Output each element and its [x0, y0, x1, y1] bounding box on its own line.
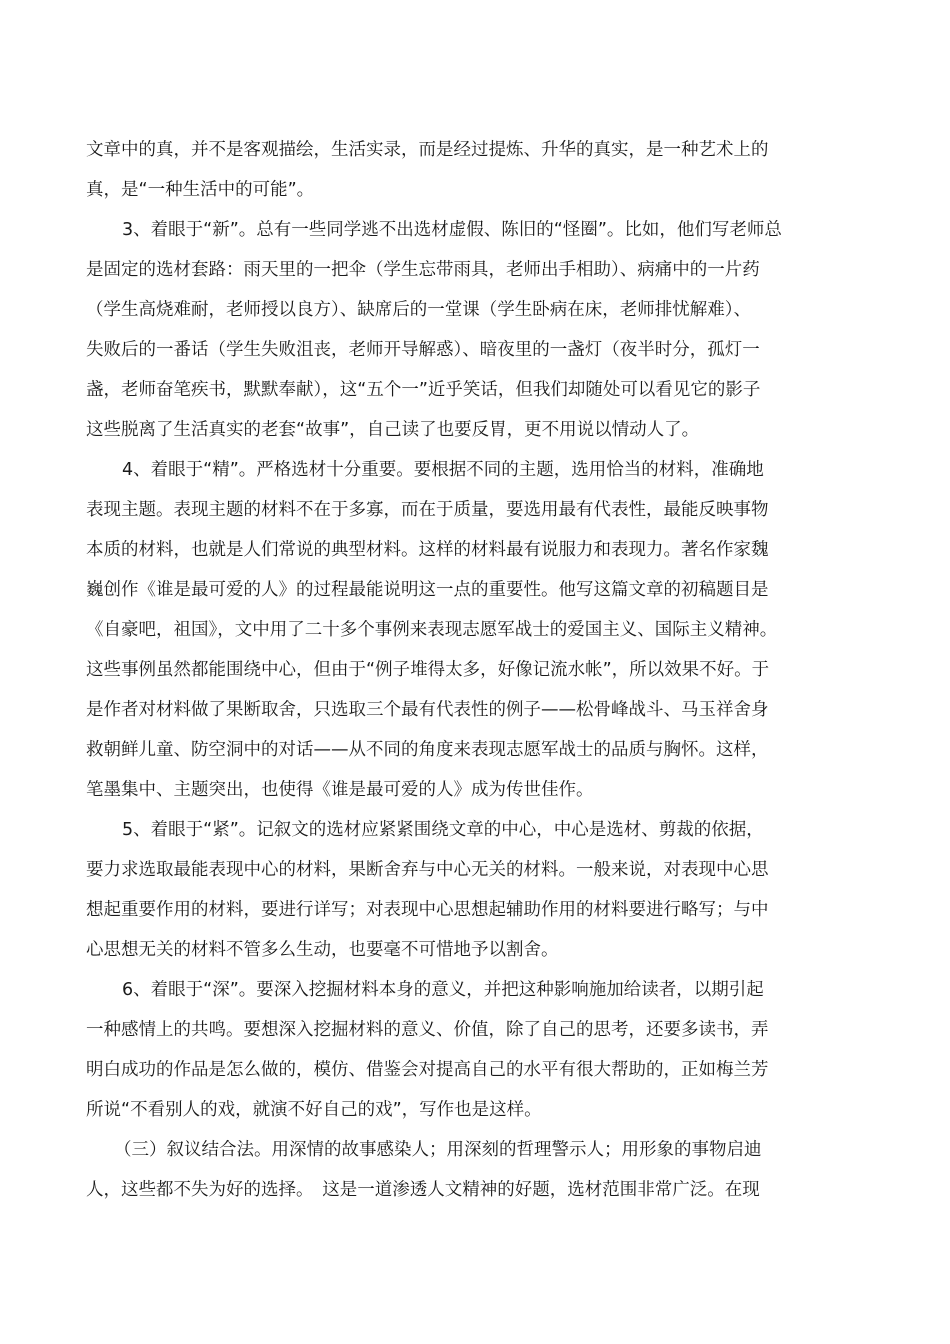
paragraph-line: 5、着眼于“紧”。记叙文的选材应紧紧围绕文章的中心，中心是选材、剪裁的依据，	[122, 820, 764, 840]
paragraph-line: 6、着眼于“深”。要深入挖掘材料本身的意义，并把这种影响施加给读者，以期引起	[122, 980, 764, 1000]
paragraph-line: 心思想无关的材料不管多么生动，也要毫不可惜地予以割舍。	[86, 940, 559, 960]
paragraph-line: 失败后的一番话（学生失败沮丧，老师开导解惑）、暗夜里的一盏灯（夜半时分，孤灯一	[86, 340, 760, 360]
paragraph-line: 文章中的真，并不是客观描绘，生活实录，而是经过提炼、升华的真实，是一种艺术上的	[86, 140, 769, 160]
paragraph-line: 所说“不看别人的戏，就演不好自己的戏”，写作也是这样。	[86, 1100, 542, 1120]
paragraph-line: 巍创作《谁是最可爱的人》的过程最能说明这一点的重要性。他写这篇文章的初稿题目是	[86, 580, 769, 600]
paragraph-line: （学生高烧难耐，老师授以良方）、缺席后的一堂课（学生卧病在床，老师排忧解难）、	[86, 300, 751, 320]
paragraph-line: 想起重要作用的材料，要进行详写；对表现中心思想起辅助作用的材料要进行略写；与中	[86, 900, 769, 920]
paragraph-line: （三）叙议结合法。用深情的故事感染人；用深刻的哲理警示人；用形象的事物启迪	[114, 1140, 762, 1160]
paragraph-line: 明白成功的作品是怎么做的，模仿、借鉴会对提高自己的水平有很大帮助的，正如梅兰芳	[86, 1060, 769, 1080]
paragraph-line: 这些事例虽然都能围绕中心，但由于“例子堆得太多，好像记流水帐”，所以效果不好。于	[86, 660, 770, 680]
paragraph-line: 3、着眼于“新”。总有一些同学逃不出选材虚假、陈旧的“怪圈”。比如，他们写老师总	[122, 220, 782, 240]
paragraph-line: 是固定的选材套路：雨天里的一把伞（学生忘带雨具，老师出手相助）、病痛中的一片药	[86, 260, 760, 280]
paragraph-line: 本质的材料，也就是人们常说的典型材料。这样的材料最有说服力和表现力。著名作家魏	[86, 540, 769, 560]
paragraph-line: 表现主题。表现主题的材料不在于多寡，而在于质量，要选用最有代表性，最能反映事物	[86, 500, 769, 520]
paragraph-line: 人，这些都不失为好的选择。 这是一道渗透人文精神的好题，选材范围非常广泛。在现	[86, 1180, 760, 1200]
paragraph-line: 这些脱离了生活真实的老套“故事”，自己读了也要反胃，更不用说以情动人了。	[86, 420, 700, 440]
paragraph-line: 要力求选取最能表现中心的材料，果断舍弃与中心无关的材料。一般来说，对表现中心思	[86, 860, 769, 880]
paragraph-line: 笔墨集中、主题突出，也使得《谁是最可爱的人》成为传世佳作。	[86, 780, 594, 800]
document-body	[86, 130, 846, 1210]
paragraph-line: 4、着眼于“精”。严格选材十分重要。要根据不同的主题，选用恰当的材料，准确地	[122, 460, 764, 480]
paragraph-line: 一种感情上的共鸣。要想深入挖掘材料的意义、价值，除了自己的思考，还要多读书，弄	[86, 1020, 769, 1040]
paragraph-line: 《自豪吧，祖国》，文中用了二十多个事例来表现志愿军战士的爱国主义、国际主义精神。	[86, 620, 778, 640]
paragraph-line: 盏，老师奋笔疾书，默默奉献），这“五个一”近乎笑话，但我们却随处可以看见它的影子	[86, 380, 761, 400]
paragraph-line: 救朝鲜儿童、防空洞中的对话——从不同的角度来表现志愿军战士的品质与胸怀。这样，	[86, 740, 769, 760]
paragraph-line: 是作者对材料做了果断取舍，只选取三个最有代表性的例子——松骨峰战斗、马玉祥舍身	[86, 700, 769, 720]
paragraph-line: 真，是“一种生活中的可能”。	[86, 180, 315, 200]
